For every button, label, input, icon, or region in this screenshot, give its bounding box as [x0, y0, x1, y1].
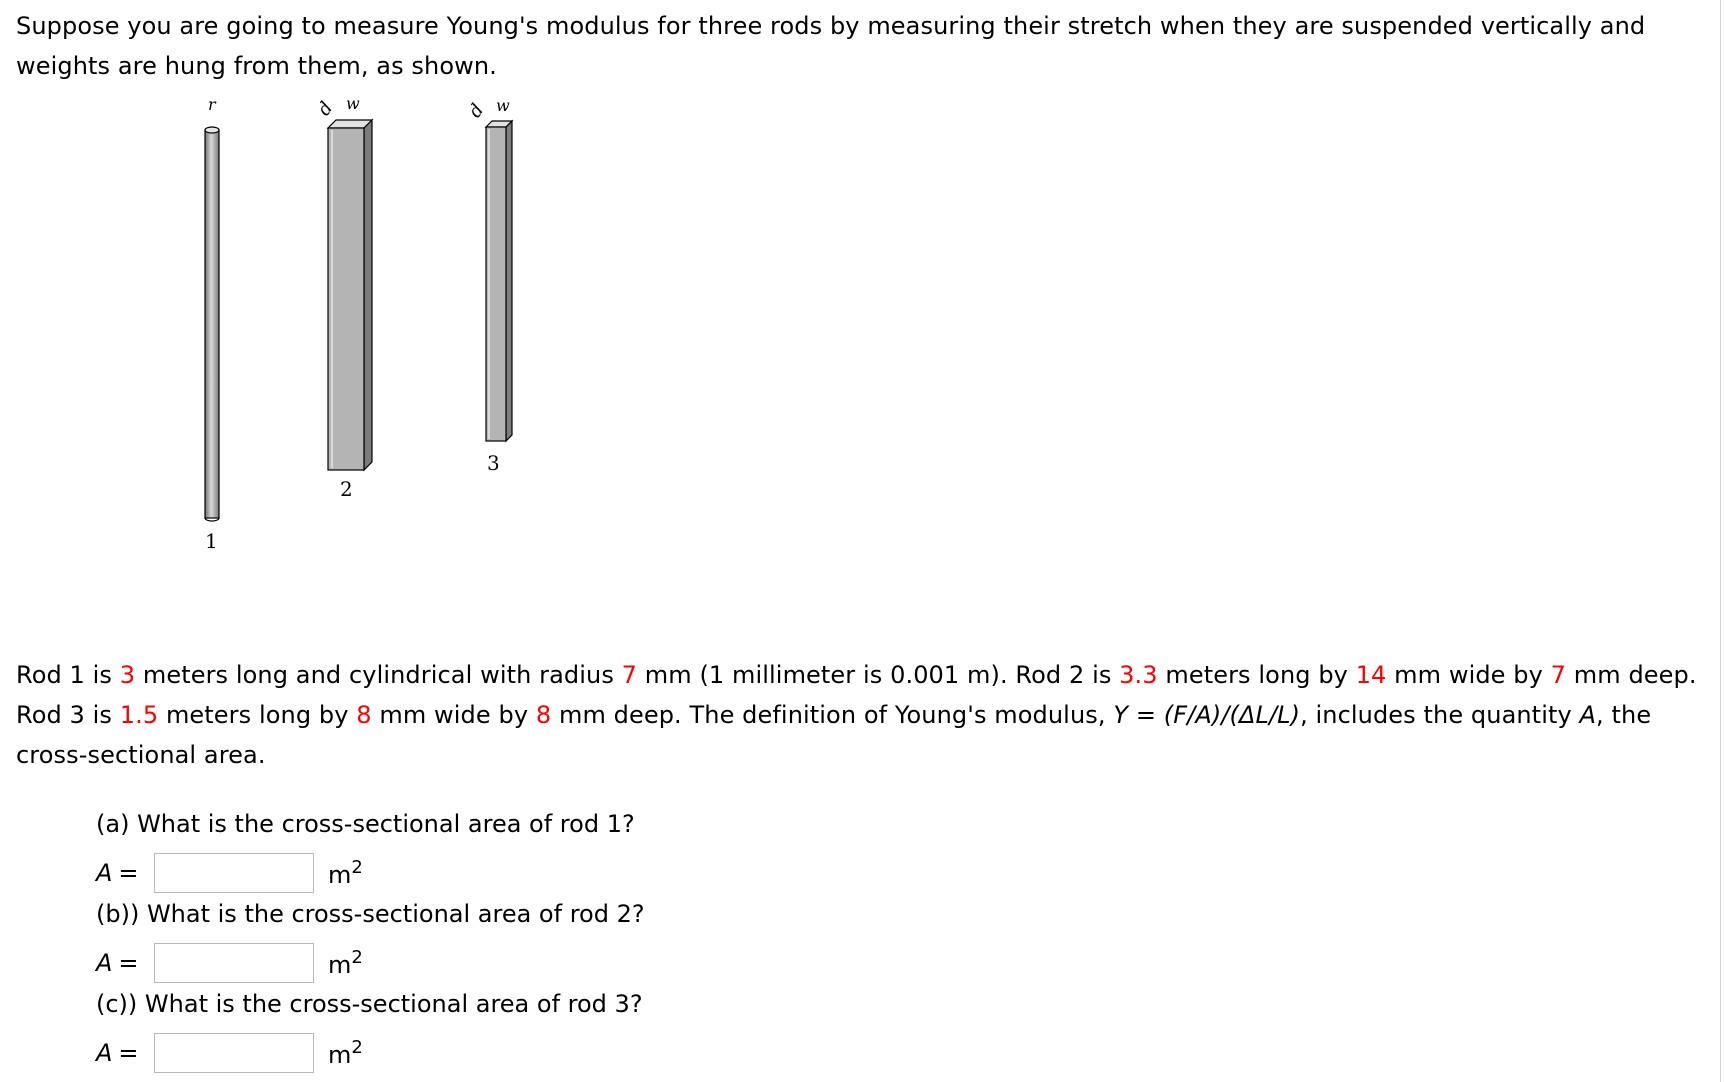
- rod-2-number: 2: [340, 477, 353, 501]
- rod-3-length-value: 1.5: [119, 701, 159, 729]
- rod-2-width-label: w: [346, 96, 360, 113]
- page-right-border: [1720, 0, 1721, 1082]
- question-b-prompt: (b)) What is the cross-sectional area of rod 2?: [96, 900, 645, 928]
- answer-b-unit: $m^2$: [328, 947, 363, 979]
- rod-1-radius-label: r: [208, 96, 216, 114]
- rod-2: [314, 96, 372, 501]
- answer-row-b: [96, 942, 363, 984]
- problem-text: Rod 1 is 3 meters long and cylindrical with radius 7 mm (1 millimeter is 0.001 m). Rod 2 is 3.3 meters long by 14 mm wide by 7 mm deep. Rod 3 is 1.5 meters long by 8 mm wide by 8 mm deep. The definition of Young's modulus, Y = (F/A)/(ΔL/L), includes the quantity A, the cross-sectional area.: [16, 661, 1697, 769]
- answer-row-c: [96, 1032, 363, 1074]
- answer-b-input[interactable]: [154, 943, 314, 983]
- answer-a-label: A =: [96, 859, 139, 887]
- rod-3-depth-value: 8: [535, 701, 552, 729]
- rod-3-width-label: w: [496, 96, 510, 115]
- rod-2-depth-value: 7: [1550, 661, 1567, 689]
- rod-2-width-value: 14: [1355, 661, 1387, 689]
- rod-2-length-value: 3.3: [1119, 661, 1158, 689]
- rod-1-number: 1: [205, 529, 218, 553]
- answer-c-input[interactable]: [154, 1033, 314, 1073]
- rod-1-length-value: 3: [119, 661, 136, 689]
- answer-a-input[interactable]: [154, 853, 314, 893]
- youngs-modulus-symbol: Y: [1113, 701, 1129, 729]
- intro-text: Suppose you are going to measure Young's modulus for three rods by measuring their stretch when they are suspended vertically and weights are hung from them, as shown.: [16, 12, 1646, 80]
- rods-figure: [150, 96, 610, 616]
- question-c-prompt: (c)) What is the cross-sectional area of rod 3?: [96, 990, 643, 1018]
- youngs-modulus-formula: (F/A)/(ΔL/L): [1163, 701, 1301, 729]
- area-symbol: A: [1579, 701, 1597, 729]
- answer-b-label: A =: [96, 949, 139, 977]
- answer-row-a: [96, 852, 363, 894]
- answer-a-unit: $m^2$: [328, 857, 363, 889]
- answer-c-unit: $m^2$: [328, 1037, 363, 1069]
- answer-c-label: A =: [96, 1039, 139, 1067]
- rod-3: [465, 96, 512, 475]
- rod-1: [205, 96, 219, 553]
- rod-3-number: 3: [487, 451, 500, 475]
- rod-3-depth-label: d: [464, 100, 489, 122]
- rod-2-depth-label: d: [313, 98, 338, 120]
- rod-1-radius-value: 7: [621, 661, 638, 689]
- rod-3-width-value: 8: [356, 701, 372, 729]
- question-a-prompt: (a) What is the cross-sectional area of rod 1?: [96, 810, 635, 838]
